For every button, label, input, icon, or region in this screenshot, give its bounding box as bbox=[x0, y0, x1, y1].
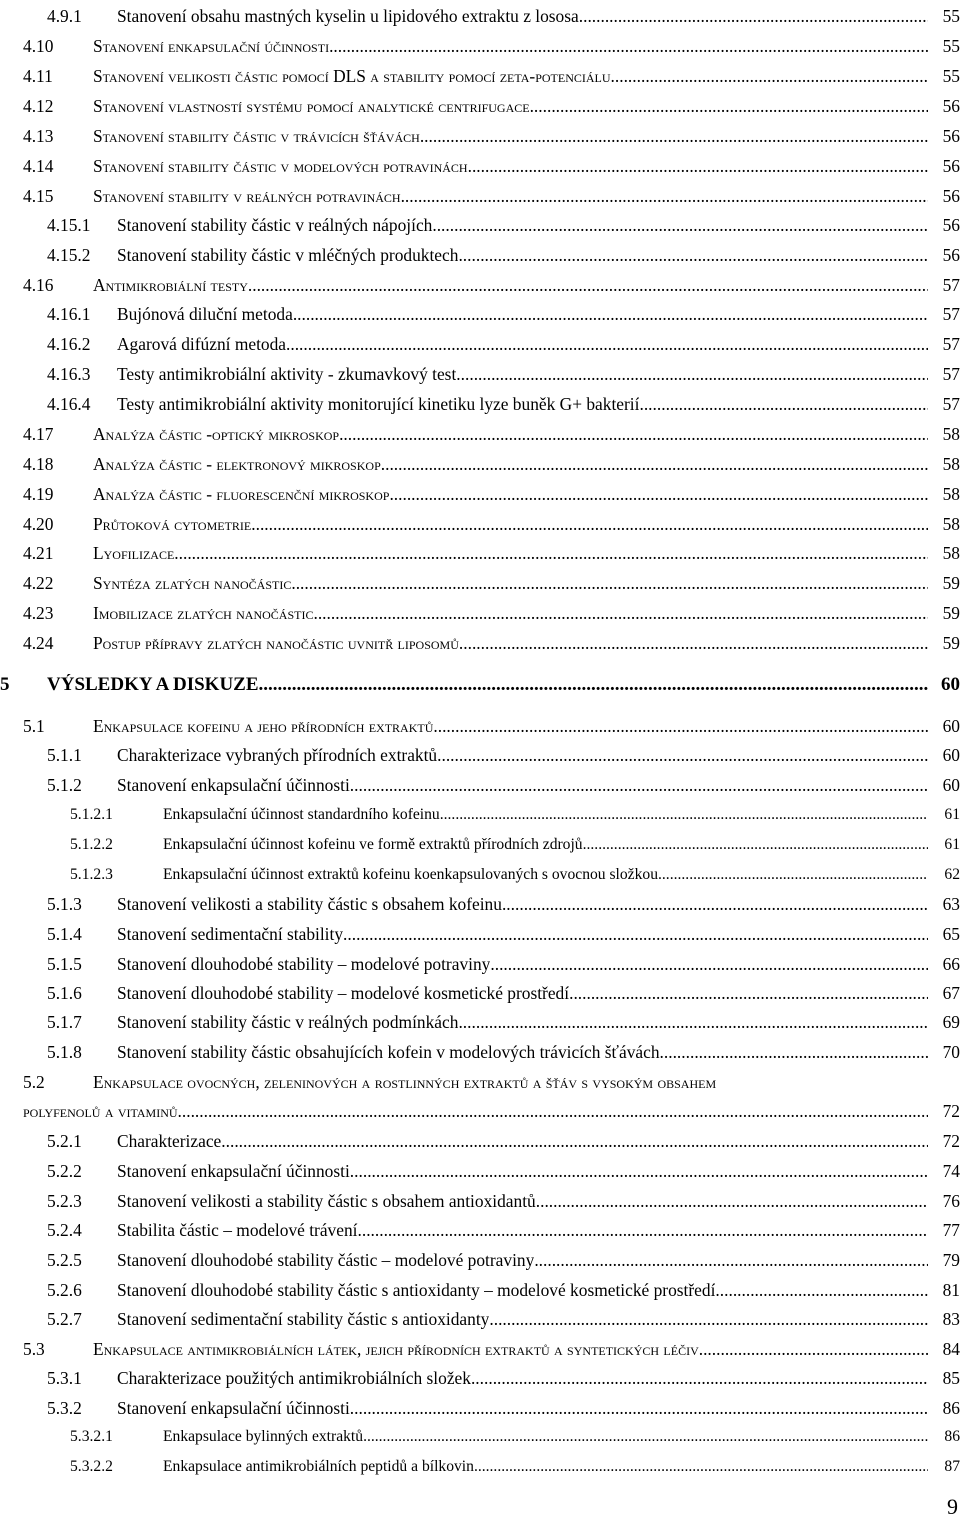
toc-leader-dots bbox=[468, 156, 928, 177]
toc-entry-number: 4.13 bbox=[23, 126, 54, 146]
toc-leader-dots bbox=[358, 1220, 929, 1241]
toc-entry-page: 72 bbox=[942, 1101, 960, 1121]
toc-entry[interactable] bbox=[70, 866, 960, 884]
toc-entry-page: 55 bbox=[942, 6, 960, 26]
toc-entry[interactable] bbox=[0, 674, 960, 696]
toc-entry-page: 55 bbox=[942, 36, 960, 56]
toc-entry-title: Postup přípravy zlatých nanočástic uvnitř liposomů bbox=[93, 633, 459, 653]
toc-leader-dots bbox=[583, 836, 928, 854]
toc-leader-dots bbox=[363, 1428, 928, 1446]
toc-leader-dots bbox=[389, 484, 928, 505]
toc-leader-dots bbox=[490, 954, 928, 975]
toc-entry-page: 57 bbox=[942, 304, 960, 324]
toc-entry-title: Antimikrobiální testy bbox=[93, 275, 248, 295]
toc-entry-number: 4.16.1 bbox=[47, 304, 91, 324]
toc-entry-number: 5 bbox=[0, 674, 10, 695]
toc-entry[interactable] bbox=[70, 1428, 960, 1446]
toc-entry-title: Stanovení stability částic v mléčných produktech bbox=[117, 245, 459, 265]
toc-entry[interactable] bbox=[47, 1250, 960, 1271]
toc-entry-number: 5.2.4 bbox=[47, 1220, 82, 1240]
toc-entry-page: 77 bbox=[942, 1220, 960, 1240]
toc-leader-dots bbox=[291, 573, 928, 594]
toc-entry-title-continuation: polyfenolů a vitaminů bbox=[23, 1101, 178, 1121]
toc-entry-number: 4.21 bbox=[23, 543, 54, 563]
toc-entry[interactable] bbox=[23, 126, 960, 147]
toc-entry-title: Charakterizace použitých antimikrobiálních složek bbox=[117, 1368, 471, 1388]
toc-entry-title: Enkapsulační účinnost kofeinu ve formě extraktů přírodních zdrojů bbox=[163, 836, 583, 853]
toc-entry-page: 56 bbox=[942, 186, 960, 206]
toc-entry-title: Stanovení sedimentační stability bbox=[117, 924, 344, 944]
toc-entry[interactable] bbox=[47, 6, 960, 27]
toc-entry-number: 4.14 bbox=[23, 156, 54, 176]
toc-entry-page: 63 bbox=[942, 894, 960, 914]
toc-entry[interactable] bbox=[23, 1339, 960, 1360]
toc-entry-title: Enkapsulace ovocných, zeleninových a rostlinných extraktů a šťáv s vysokým obsahem bbox=[93, 1072, 717, 1092]
toc-entry-page: 72 bbox=[942, 1131, 960, 1151]
toc-entry-number: 5.1.2.3 bbox=[70, 866, 113, 883]
toc-entry[interactable] bbox=[23, 484, 960, 505]
toc-leader-dots bbox=[456, 364, 928, 385]
toc-leader-dots bbox=[458, 245, 928, 266]
toc-entry[interactable] bbox=[23, 633, 960, 654]
toc-leader-dots bbox=[432, 215, 928, 236]
toc-leader-dots bbox=[579, 6, 928, 27]
toc-entry-number: 4.16.2 bbox=[47, 334, 91, 354]
toc-entry-title: Stanovení stability částic v reálných nápojích bbox=[117, 215, 433, 235]
toc-entry-title: Stanovení vlastností systému pomocí analytické centrifugace bbox=[93, 96, 530, 116]
toc-entry-page: 60 bbox=[941, 674, 960, 695]
toc-entry-page: 58 bbox=[942, 484, 960, 504]
toc-entry-title: Analýza částic - fluorescenční mikroskop bbox=[93, 484, 390, 504]
toc-entry-page: 59 bbox=[942, 573, 960, 593]
toc-entry[interactable] bbox=[23, 156, 960, 177]
toc-entry[interactable] bbox=[23, 1072, 960, 1093]
toc-entry-page: 87 bbox=[944, 1458, 960, 1475]
toc-entry-title: Stanovení dlouhodobé stability částic s antioxidanty – modelové kosmetické prostředí bbox=[117, 1280, 716, 1300]
toc-entry-number: 4.20 bbox=[23, 514, 54, 534]
toc-entry-number: 4.24 bbox=[23, 633, 54, 653]
toc-entry-title: Stanovení stability částic v modelových potravinách bbox=[93, 156, 468, 176]
toc-entry-page: 60 bbox=[942, 775, 960, 795]
toc-entry-number: 5.3.2 bbox=[47, 1398, 82, 1418]
toc-entry-page: 57 bbox=[942, 394, 960, 414]
toc-entry[interactable] bbox=[23, 514, 960, 535]
toc-leader-dots bbox=[221, 1131, 928, 1152]
toc-entry-title: Stanovení enkapsulační účinnosti bbox=[93, 36, 330, 56]
toc-leader-dots bbox=[339, 424, 928, 445]
toc-entry[interactable] bbox=[47, 924, 960, 945]
toc-entry-page: 57 bbox=[942, 334, 960, 354]
toc-leader-dots bbox=[437, 745, 928, 766]
toc-entry[interactable] bbox=[47, 983, 960, 1004]
toc-entry-title: Enkapsulační účinnost extraktů kofeinu koenkapsulovaných s ovocnou složkou bbox=[163, 866, 658, 883]
toc-leader-dots bbox=[502, 894, 928, 915]
toc-entry-title: Enkapsulace antimikrobiálních látek, jejich přírodních extraktů a syntetických léčiv bbox=[93, 1339, 699, 1359]
toc-entry[interactable] bbox=[70, 1458, 960, 1476]
toc-entry-title: Imobilizace zlatých nanočástic bbox=[93, 603, 314, 623]
toc-entry-title: Průtoková cytometrie bbox=[93, 514, 252, 534]
toc-entry-page: 57 bbox=[942, 364, 960, 384]
toc-entry-title: Stanovení velikosti a stability částic s obsahem kofeinu bbox=[117, 894, 502, 914]
toc-entry-number: 5.3.2.1 bbox=[70, 1428, 113, 1445]
toc-entry-title: Syntéza zlatých nanočástic bbox=[93, 573, 292, 593]
toc-entry-title: Analýza částic -optický mikroskop bbox=[93, 424, 340, 444]
toc-entry-number: 4.15.1 bbox=[47, 215, 91, 235]
toc-entry-title: Stanovení sedimentační stability částic s antioxidanty bbox=[117, 1309, 490, 1329]
toc-entry-title: Analýza částic - elektronový mikroskop bbox=[93, 454, 381, 474]
toc-entry-title: Stanovení dlouhodobé stability – modelové potraviny bbox=[117, 954, 491, 974]
toc-entry-title: Enkapsulace bylinných extraktů bbox=[163, 1428, 364, 1445]
toc-entry-number: 5.2.2 bbox=[47, 1161, 82, 1181]
toc-entry-page: 65 bbox=[942, 924, 960, 944]
toc-entry[interactable] bbox=[70, 806, 960, 824]
toc-leader-dots bbox=[536, 1191, 928, 1212]
toc-entry[interactable] bbox=[23, 66, 960, 87]
toc-entry-page: 81 bbox=[942, 1280, 960, 1300]
toc-leader-dots bbox=[534, 1250, 928, 1271]
toc-entry-number: 5.2.1 bbox=[47, 1131, 82, 1151]
toc-entry[interactable] bbox=[23, 716, 960, 737]
toc-entry[interactable] bbox=[47, 1012, 960, 1033]
toc-entry-page: 84 bbox=[942, 1339, 960, 1359]
toc-entry-title: Stanovení enkapsulační účinnosti bbox=[117, 1161, 350, 1181]
toc-entry[interactable] bbox=[47, 894, 960, 915]
toc-leader-dots bbox=[658, 866, 928, 884]
toc-entry-number: 4.10 bbox=[23, 36, 54, 56]
toc-entry[interactable] bbox=[47, 1191, 960, 1212]
toc-entry-number: 5.2.6 bbox=[47, 1280, 82, 1300]
toc-entry-number: 5.1.5 bbox=[47, 954, 82, 974]
toc-entry-page: 67 bbox=[942, 983, 960, 1003]
toc-entry-page: 58 bbox=[942, 424, 960, 444]
toc-leader-dots bbox=[489, 1309, 928, 1330]
toc-entry-title: Stabilita částic – modelové trávení bbox=[117, 1220, 358, 1240]
toc-leader-dots bbox=[699, 1339, 928, 1360]
toc-leader-dots bbox=[251, 514, 928, 535]
toc-entry-title: Stanovení enkapsulační účinnosti bbox=[117, 775, 350, 795]
toc-entry-title: Enkapsulace antimikrobiálních peptidů a bílkovin bbox=[163, 1458, 474, 1475]
toc-leader-dots bbox=[350, 1161, 928, 1182]
toc-entry-title: Stanovení enkapsulační účinnosti bbox=[117, 1398, 350, 1418]
toc-entry-number: 5.2.5 bbox=[47, 1250, 82, 1270]
toc-leader-dots bbox=[381, 454, 928, 475]
toc-entry-page: 56 bbox=[942, 215, 960, 235]
toc-leader-dots bbox=[459, 633, 928, 654]
toc-entry-title: Testy antimikrobiální aktivity monitorující kinetiku lyze buněk G+ bakterií bbox=[117, 394, 640, 414]
toc-entry-number: 5.1.2.2 bbox=[70, 836, 113, 853]
toc-leader-dots bbox=[313, 603, 928, 624]
toc-entry-page: 79 bbox=[942, 1250, 960, 1270]
toc-entry-number: 4.16.3 bbox=[47, 364, 91, 384]
toc-entry[interactable] bbox=[23, 36, 960, 57]
toc-entry-number: 4.17 bbox=[23, 424, 54, 444]
toc-entry[interactable] bbox=[23, 96, 960, 117]
toc-entry[interactable] bbox=[47, 745, 960, 766]
toc-entry-number: 5.3 bbox=[23, 1339, 45, 1359]
toc-entry-page: 61 bbox=[944, 806, 960, 823]
toc-entry-page: 56 bbox=[942, 156, 960, 176]
toc-entry-title: Stanovení velikosti částic pomocí DLS a stability pomocí zeta-potenciálu bbox=[93, 66, 611, 86]
toc-entry[interactable] bbox=[23, 424, 960, 445]
toc-entry-number: 5.3.2.2 bbox=[70, 1458, 113, 1475]
toc-entry-page: 66 bbox=[942, 954, 960, 974]
toc-entry-number: 5.1.6 bbox=[47, 983, 82, 1003]
toc-entry-title: Stanovení stability částic obsahujících kofein v modelových trávicích šťávách bbox=[117, 1042, 660, 1062]
toc-entry-page: 60 bbox=[942, 716, 960, 736]
toc-leader-dots bbox=[329, 36, 928, 57]
toc-entry-number: 5.2.7 bbox=[47, 1309, 82, 1329]
toc-entry-number: 4.16.4 bbox=[47, 394, 91, 414]
toc-entry[interactable] bbox=[47, 1131, 960, 1152]
toc-entry[interactable] bbox=[23, 603, 960, 624]
toc-entry[interactable] bbox=[47, 1161, 960, 1182]
toc-entry-page: 60 bbox=[942, 745, 960, 765]
toc-leader-dots bbox=[248, 275, 928, 296]
toc-leader-dots bbox=[401, 186, 928, 207]
toc-entry-number: 4.18 bbox=[23, 454, 54, 474]
toc-entry-continuation[interactable] bbox=[23, 1101, 960, 1122]
toc-entry[interactable] bbox=[23, 543, 960, 564]
toc-entry-page: 83 bbox=[942, 1309, 960, 1329]
toc-leader-dots bbox=[174, 543, 928, 564]
toc-entry-page: 76 bbox=[942, 1191, 960, 1211]
toc-leader-dots bbox=[286, 334, 928, 355]
toc-leader-dots bbox=[474, 1458, 928, 1476]
toc-entry[interactable] bbox=[23, 186, 960, 207]
toc-entry-page: 55 bbox=[942, 66, 960, 86]
toc-entry-number: 5.2.3 bbox=[47, 1191, 82, 1211]
toc-entry-title: Stanovení velikosti a stability částic s obsahem antioxidantů bbox=[117, 1191, 536, 1211]
toc-entry-page: 74 bbox=[942, 1161, 960, 1181]
toc-entry[interactable] bbox=[47, 954, 960, 975]
toc-leader-dots bbox=[420, 126, 928, 147]
toc-entry-page: 69 bbox=[942, 1012, 960, 1032]
toc-entry-page: 59 bbox=[942, 633, 960, 653]
toc-entry-number: 5.2 bbox=[23, 1072, 45, 1092]
toc-entry-page: 58 bbox=[942, 543, 960, 563]
toc-entry[interactable] bbox=[47, 1042, 960, 1063]
toc-entry[interactable] bbox=[47, 245, 960, 266]
toc-entry-number: 5.1.7 bbox=[47, 1012, 82, 1032]
toc-entry-number: 4.16 bbox=[23, 275, 54, 295]
toc-entry-title: Stanovení stability v reálných potravinách bbox=[93, 186, 401, 206]
toc-entry[interactable] bbox=[47, 1398, 960, 1419]
toc-entry-number: 5.1.3 bbox=[47, 894, 82, 914]
page-number: 9 bbox=[947, 1494, 958, 1519]
toc-entry-page: 59 bbox=[942, 603, 960, 623]
toc-entry-title: Charakterizace bbox=[117, 1131, 222, 1151]
toc-entry[interactable] bbox=[47, 1280, 960, 1301]
toc-entry-number: 4.11 bbox=[23, 66, 53, 86]
toc-entry-number: 5.1.2 bbox=[47, 775, 82, 795]
toc-entry[interactable] bbox=[47, 775, 960, 796]
toc-leader-dots bbox=[471, 1368, 928, 1389]
toc-entry-title: Testy antimikrobiální aktivity - zkumavkový test bbox=[117, 364, 457, 384]
toc-entry-number: 5.1.2.1 bbox=[70, 806, 113, 823]
toc-entry[interactable] bbox=[47, 1368, 960, 1389]
toc-entry-page: 56 bbox=[942, 245, 960, 265]
toc-entry[interactable] bbox=[23, 454, 960, 475]
toc-entry-number: 4.15 bbox=[23, 186, 54, 206]
toc-entry-number: 5.1 bbox=[23, 716, 45, 736]
toc-entry-title: Stanovení stability částic v reálných podmínkách bbox=[117, 1012, 459, 1032]
toc-entry-title: Lyofilizace bbox=[93, 543, 175, 563]
toc-entry[interactable] bbox=[47, 215, 960, 236]
toc-entry-page: 56 bbox=[942, 126, 960, 146]
toc-leader-dots bbox=[178, 1101, 928, 1122]
toc-leader-dots bbox=[350, 775, 928, 796]
toc-leader-dots bbox=[259, 674, 928, 696]
toc-entry[interactable] bbox=[23, 275, 960, 296]
toc-leader-dots bbox=[660, 1042, 928, 1063]
toc-entry[interactable] bbox=[23, 573, 960, 594]
toc-entry-title: Charakterizace vybraných přírodních extraktů bbox=[117, 745, 438, 765]
toc-entry[interactable] bbox=[70, 836, 960, 854]
toc-entry-number: 4.12 bbox=[23, 96, 54, 116]
toc-entry-page: 86 bbox=[944, 1428, 960, 1445]
toc-entry-page: 58 bbox=[942, 514, 960, 534]
toc-entry-page: 56 bbox=[942, 96, 960, 116]
toc-entry-page: 85 bbox=[942, 1368, 960, 1388]
toc-entry[interactable] bbox=[47, 1220, 960, 1241]
toc-leader-dots bbox=[530, 96, 928, 117]
toc-leader-dots bbox=[458, 1012, 928, 1033]
toc-leader-dots bbox=[440, 806, 928, 824]
toc-entry-number: 5.1.1 bbox=[47, 745, 82, 765]
toc-leader-dots bbox=[433, 716, 928, 737]
toc-entry-page: 57 bbox=[942, 275, 960, 295]
toc-entry-title: Stanovení stability částic v trávicích šťávách bbox=[93, 126, 420, 146]
toc-leader-dots bbox=[293, 304, 928, 325]
toc-entry-number: 4.22 bbox=[23, 573, 54, 593]
toc-leader-dots bbox=[569, 983, 928, 1004]
toc-entry-title: Stanovení dlouhodobé stability – modelové kosmetické prostředí bbox=[117, 983, 570, 1003]
toc-entry-number: 4.9.1 bbox=[47, 6, 82, 26]
toc-leader-dots bbox=[715, 1280, 928, 1301]
toc-entry[interactable] bbox=[47, 394, 960, 415]
toc-leader-dots bbox=[350, 1398, 928, 1419]
toc-entry-title: VÝSLEDKY A DISKUZE bbox=[47, 674, 259, 695]
toc-entry-number: 4.15.2 bbox=[47, 245, 91, 265]
toc-entry-number: 5.3.1 bbox=[47, 1368, 82, 1388]
toc-entry-title: Agarová difúzní metoda bbox=[117, 334, 287, 354]
toc-entry[interactable] bbox=[47, 334, 960, 355]
toc-entry-page: 61 bbox=[944, 836, 960, 853]
toc-entry[interactable] bbox=[47, 1309, 960, 1330]
toc-entry-page: 70 bbox=[942, 1042, 960, 1062]
toc-entry-number: 5.1.4 bbox=[47, 924, 82, 944]
toc-leader-dots bbox=[343, 924, 928, 945]
toc-entry-page: 58 bbox=[942, 454, 960, 474]
toc-leader-dots bbox=[611, 66, 928, 87]
toc-entry-page: 86 bbox=[942, 1398, 960, 1418]
toc-entry[interactable] bbox=[47, 304, 960, 325]
toc-entry-title: Enkapsulace kofeinu a jeho přírodních extraktů bbox=[93, 716, 434, 736]
toc-leader-dots bbox=[639, 394, 928, 415]
toc-entry-title: Stanovení dlouhodobé stability částic – modelové potraviny bbox=[117, 1250, 535, 1270]
toc-entry-number: 4.19 bbox=[23, 484, 54, 504]
toc-entry-number: 4.23 bbox=[23, 603, 54, 623]
toc-entry[interactable] bbox=[47, 364, 960, 385]
toc-entry-title: Bujónová diluční metoda bbox=[117, 304, 293, 324]
toc-entry-title: Enkapsulační účinnost standardního kofeinu bbox=[163, 806, 440, 823]
toc-entry-number: 5.1.8 bbox=[47, 1042, 82, 1062]
toc-entry-page: 62 bbox=[944, 866, 960, 883]
toc-entry-title: Stanovení obsahu mastných kyselin u lipidového extraktu z lososa bbox=[117, 6, 579, 26]
